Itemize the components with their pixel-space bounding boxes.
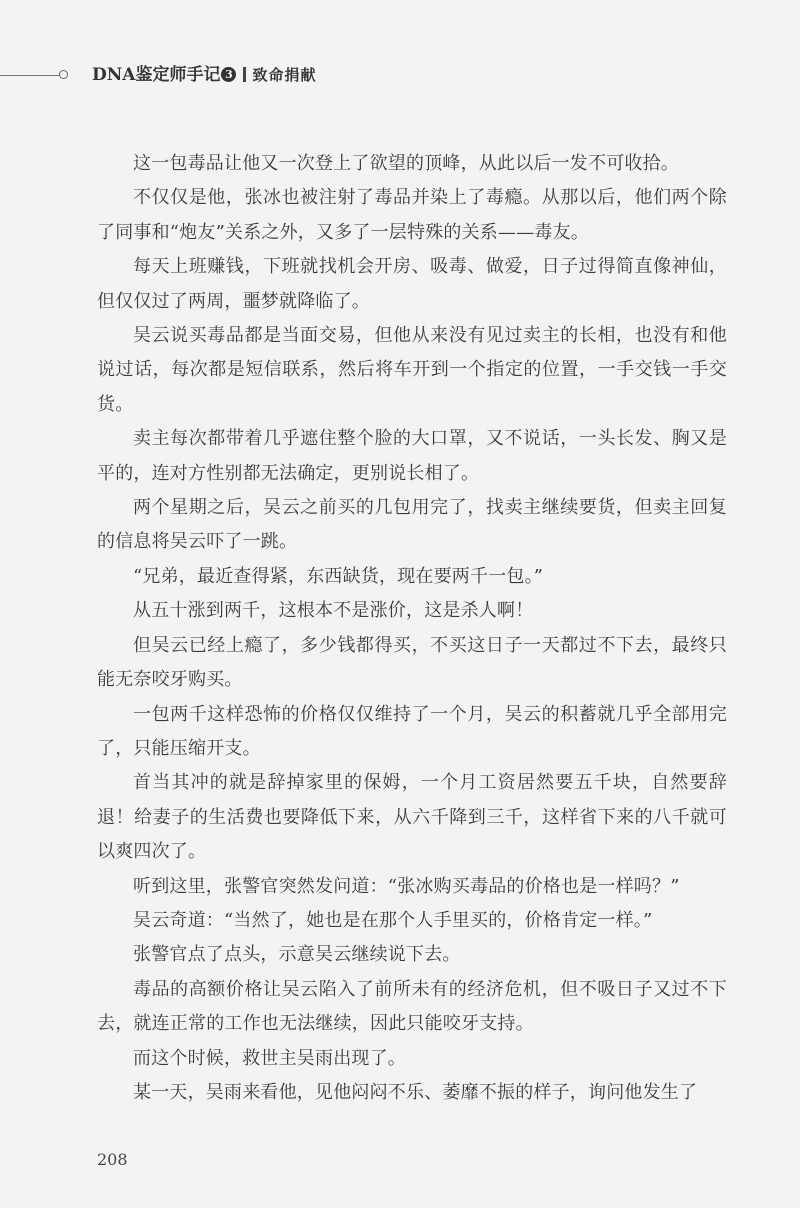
- paragraph: 张警官点了点头，示意吴云继续说下去。: [133, 944, 461, 966]
- paragraph: 而这个时候，救世主吴雨出现了。: [133, 1047, 406, 1069]
- header-rule: [0, 75, 60, 76]
- book-title: [92, 60, 317, 85]
- header-ornament: [59, 70, 68, 79]
- paragraph: 某一天，吴雨来看他，见他闷闷不乐、萎靡不振的样子，询问他发生了: [133, 1081, 698, 1103]
- paragraph: 不仅仅是他，张冰也被注射了毒品并染上了毒瘾。从那以后，他们两个除了同事和“炮友”关系之外，又多了一层特殊的关系——毒友。: [97, 187, 727, 243]
- paragraph: 吴云奇道：“当然了，她也是在那个人手里买的，价格肯定一样。”: [133, 909, 653, 931]
- book-title-text: DNA鉴定师手记: [92, 65, 221, 85]
- paragraph: 吴云说买毒品都是当面交易，但他从来没有见过卖主的长相，也没有和他说过话，每次都是短信联系，然后将车开到一个指定的位置，一手交钱一手交货。: [97, 325, 727, 415]
- paragraph: 一包两千这样恐怖的价格仅仅维持了一个月，吴云的积蓄就几乎全部用完了，只能压缩开支。: [97, 703, 727, 759]
- paragraph: 每天上班赚钱，下班就找机会开房、吸毒、做爱，日子过得简直像神仙，但仅仅过了两周，噩梦就降临了。: [97, 256, 727, 312]
- page-body: [97, 147, 727, 1110]
- paragraph: 两个星期之后，吴云之前买的几包用完了，找卖主继续要货，但卖主回复的信息将吴云吓了一跳。: [97, 497, 727, 553]
- paragraph: 从五十涨到两千，这根本不是涨价，这是杀人啊！: [133, 600, 534, 622]
- paragraph: 卖主每次都带着几乎遮住整个脸的大口罩，又不说话，一头长发、胸又是平的，连对方性别都无法确定，更别说长相了。: [97, 428, 727, 484]
- paragraph: 但吴云已经上瘾了，多少钱都得买，不买这日子一天都过不下去，最终只能无奈咬牙购买。: [97, 634, 727, 691]
- paragraph: 听到这里，张警官突然发问道：“张冰购买毒品的价格也是一样吗？”: [133, 875, 680, 897]
- paragraph: 毒品的高额价格让吴云陷入了前所未有的经济危机，但不吸日子又过不下去，就连正常的工作也无法继续，因此只能咬牙支持。: [97, 978, 727, 1035]
- header-separator: [243, 67, 246, 82]
- paragraph: “兄弟，最近查得紧，东西缺货，现在要两千一包。”: [133, 565, 544, 587]
- running-header: [0, 58, 800, 98]
- volume-number: 3: [221, 67, 236, 82]
- page-number: 208: [97, 1150, 128, 1169]
- paragraph: 这一包毒品让他又一次登上了欲望的顶峰，从此以后一发不可收拾。: [133, 153, 679, 174]
- book-subtitle: 致命捐献: [252, 66, 317, 84]
- paragraph: 首当其冲的就是辞掉家里的保姆，一个月工资居然要五千块，自然要辞退！给妻子的生活费也要降低下来，从六千降到三千，这样省下来的八千就可以爽四次了。: [97, 772, 727, 863]
